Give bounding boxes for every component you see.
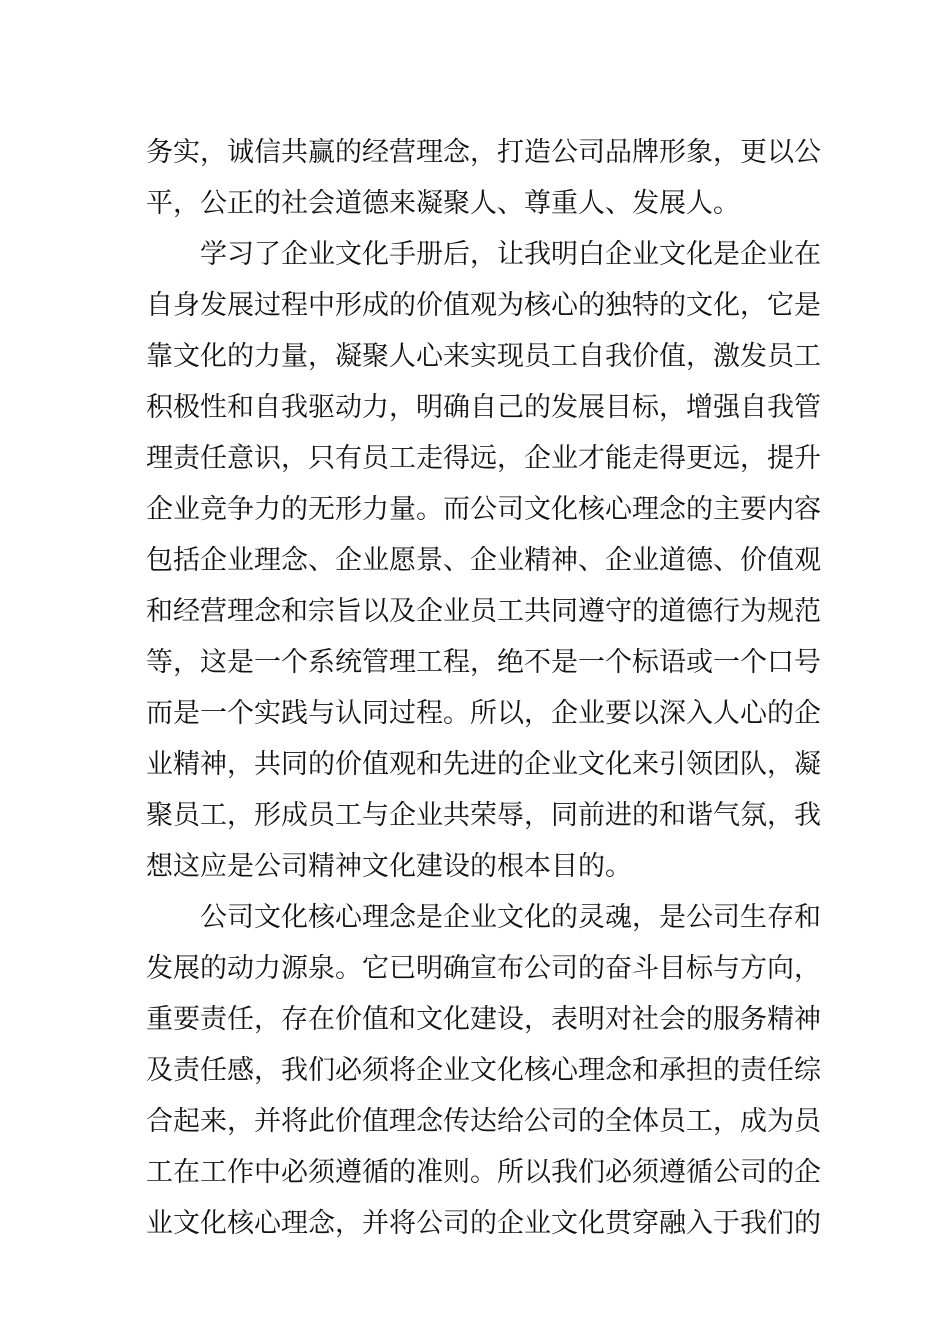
text-line: 业精神，共同的价值观和先进的企业文化来引领团队，凝 bbox=[146, 749, 821, 780]
text-line: 公司文化核心理念是企业文化的灵魂，是公司生存和 bbox=[146, 902, 821, 933]
text-line: 而是一个实践与认同过程。所以，企业要以深入人心的企 bbox=[146, 698, 821, 729]
text-line: 自身发展过程中形成的价值观为核心的独特的文化，它是 bbox=[146, 290, 821, 321]
text-line: 重要责任，存在价值和文化建设，表明对社会的服务精神 bbox=[146, 1004, 821, 1035]
body-text bbox=[146, 130, 821, 1252]
text-line: 等，这是一个系统管理工程，绝不是一个标语或一个口号 bbox=[146, 647, 821, 678]
text-line: 聚员工，形成员工与企业共荣辱，同前进的和谐气氛，我 bbox=[146, 800, 821, 831]
text-line: 想这应是公司精神文化建设的根本目的。 bbox=[146, 851, 632, 882]
text-line: 学习了企业文化手册后，让我明白企业文化是企业在 bbox=[146, 239, 821, 270]
text-line: 企业竞争力的无形力量。而公司文化核心理念的主要内容 bbox=[146, 494, 821, 525]
text-line: 工在工作中必须遵循的准则。所以我们必须遵循公司的企 bbox=[146, 1157, 821, 1188]
text-line: 合起来，并将此价值理念传达给公司的全体员工，成为员 bbox=[146, 1106, 821, 1137]
text-line: 靠文化的力量，凝聚人心来实现员工自我价值，激发员工 bbox=[146, 341, 821, 372]
text-line: 业文化核心理念，并将公司的企业文化贯穿融入于我们的 bbox=[146, 1208, 821, 1239]
text-line: 积极性和自我驱动力，明确自己的发展目标，增强自我管 bbox=[146, 392, 821, 423]
text-line: 理责任意识，只有员工走得远，企业才能走得更远，提升 bbox=[146, 443, 821, 474]
text-line: 发展的动力源泉。它已明确宣布公司的奋斗目标与方向， bbox=[146, 953, 821, 984]
text-line: 和经营理念和宗旨以及企业员工共同遵守的道德行为规范 bbox=[146, 596, 821, 627]
text-line: 包括企业理念、企业愿景、企业精神、企业道德、价值观 bbox=[146, 545, 821, 576]
text-line: 平，公正的社会道德来凝聚人、尊重人、发展人。 bbox=[146, 188, 740, 219]
text-line: 及责任感，我们必须将企业文化核心理念和承担的责任综 bbox=[146, 1055, 821, 1086]
text-line: 务实，诚信共赢的经营理念，打造公司品牌形象，更以公 bbox=[146, 137, 821, 168]
